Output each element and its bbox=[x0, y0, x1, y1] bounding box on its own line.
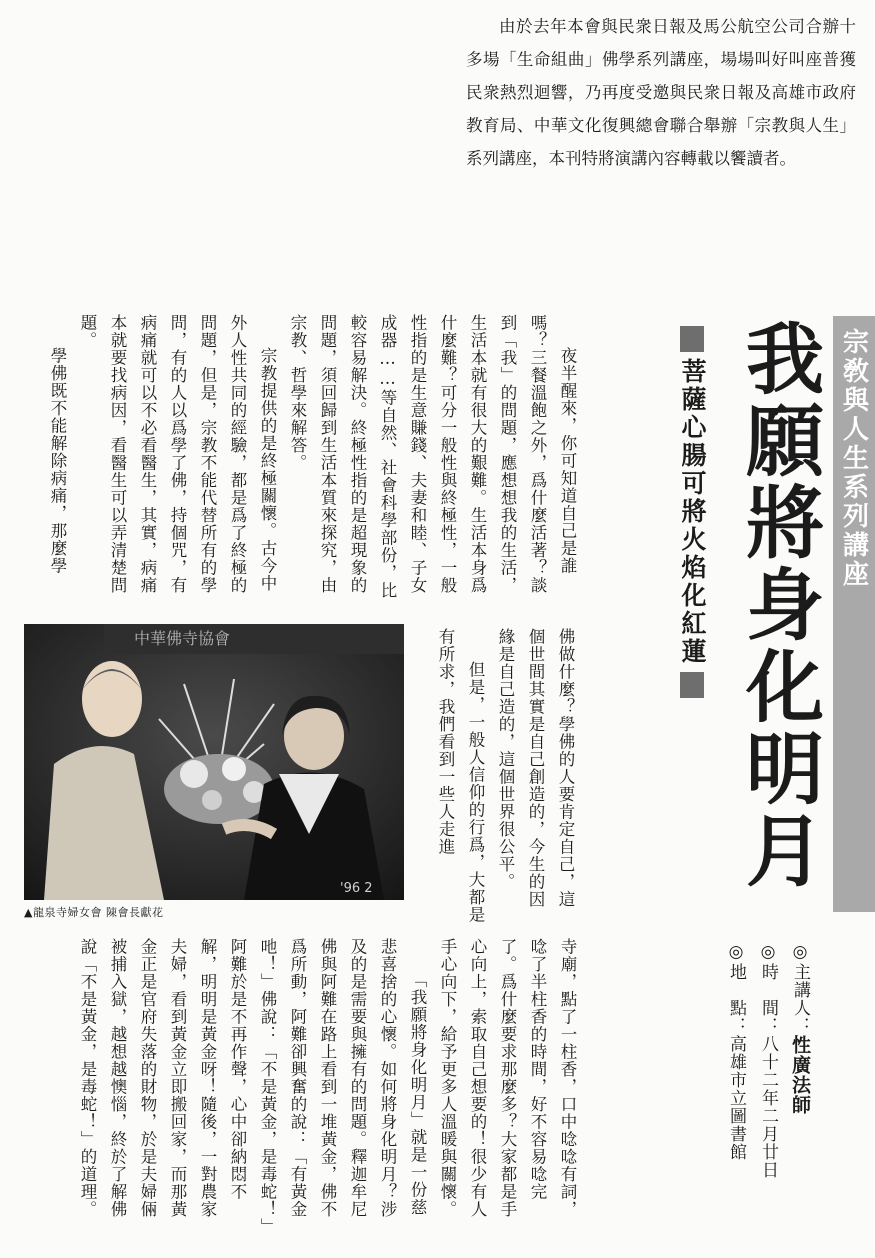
body-paragraph: 學佛既不能解除病痛，那麼學 bbox=[48, 347, 67, 575]
place-label: ◎地 點： bbox=[726, 942, 746, 1035]
body-paragraph: 「我願將身化明月」就是一份慈悲喜捨的心懷。如何將身化明月？涉及的是需要與擁有的問題。釋迦牟尼佛與阿難在路上看到一堆黃金，佛不爲所動，阿難卻興奮的說：「有黃金吔！」佛說：「不是黃金，是毒蛇！」阿難於是不再作聲，心中卻納悶不解，明明是黃金呀！隨後，一對農家夫婦，看到黃金立即搬回家，而那黃金正是官府失落的財物，於是夫婦倆被捕入獄，越想越懊惱，終於了解佛說「不是黃金，是毒蛇！」的道理。 bbox=[78, 938, 427, 1228]
series-banner bbox=[833, 316, 875, 912]
subtitle-square-bottom bbox=[680, 672, 704, 698]
intro-paragraph: 由於去年本會與民衆日報及馬公航空公司合辦十多場「生命組曲」佛學系列講座，場場叫好叫座普獲民衆熱烈迴響，乃再度受邀與民衆日報及高雄市政府教育局、中華文化復興總會聯合舉辦「宗教與人生」系列講座，本刊特將演講內容轉載以饗讀者。 bbox=[466, 17, 856, 168]
subtitle-text: 菩薩心腸可將火焰化紅蓮 bbox=[678, 358, 707, 666]
lecture-info bbox=[720, 942, 816, 1242]
body-section-top bbox=[22, 314, 582, 604]
body-paragraph: 佛做什麼？學佛的人要肯定自己，這個世間其實是自己創造的，今生的因緣是自己造的，這個世界很公平。 bbox=[496, 628, 575, 908]
series-banner-text: 宗敎與人生系列講座 bbox=[838, 328, 869, 589]
body-paragraph: 但是，一般人信仰的行爲，大都是有所求，我們看到一些人走進 bbox=[436, 628, 485, 924]
time-label: ◎時 間： bbox=[758, 942, 778, 1035]
photo-banner-text: 中華佛寺協會 bbox=[134, 629, 231, 648]
speaker-label: ◎主講人： bbox=[790, 942, 810, 1035]
photo-date-stamp: '96 2 bbox=[340, 881, 373, 896]
photo-caption: ▲龍泉寺婦女會 陳會長獻花 bbox=[24, 906, 164, 919]
body-paragraph: 夜半醒來，你可知道自己是誰嗎？三餐溫飽之外，爲什麼活著？談到「我」的問題，應想想我的生活，生活本就有很大的艱難。生活本身爲什麼難？可分一般性與終極性，一般性指的是生意賺錢、夫妻和睦、子女成器……等自然、社會科學部份，比較容易解決。終極性指的是超現象的問題，須回歸到生活本質來探究，由宗教、哲學來解答。 bbox=[288, 314, 577, 599]
body-section-bottom bbox=[22, 938, 582, 1230]
body-paragraph: 宗教提供的是終極關懷。古今中外人性共同的經驗，都是爲了終極的問題，但是，宗教不能代替所有的學問，有的人以爲學了佛，持個咒，有病痛就可以不必看醫生，其實，病痛本就要找病因，看醫生可以弄清楚問題。 bbox=[78, 314, 277, 594]
place-value: 高雄市立圖書館 bbox=[726, 1035, 746, 1161]
place-line bbox=[720, 942, 752, 1242]
time-value: 八十二年二月廿日 bbox=[758, 1035, 778, 1179]
speaker-name: 性廣法師 bbox=[789, 1035, 811, 1115]
speaker-line bbox=[784, 942, 816, 1242]
time-line bbox=[752, 942, 784, 1242]
body-paragraph: 寺廟，點了一柱香，口中唸唸有詞，唸了半柱香的時間，好不容易唸完了。爲什麼要求那麼多？大家都是手心向上，索取自己想要的！很少有人手心向下，給予更多人溫暖與關懷。 bbox=[438, 938, 577, 1218]
body-section-middle bbox=[404, 628, 580, 924]
subtitle-square-top bbox=[680, 326, 704, 352]
article-title: 我願將身化明月 bbox=[733, 318, 824, 892]
article-subtitle bbox=[672, 326, 712, 726]
photo-illustration bbox=[24, 624, 404, 900]
event-photo bbox=[24, 624, 404, 900]
